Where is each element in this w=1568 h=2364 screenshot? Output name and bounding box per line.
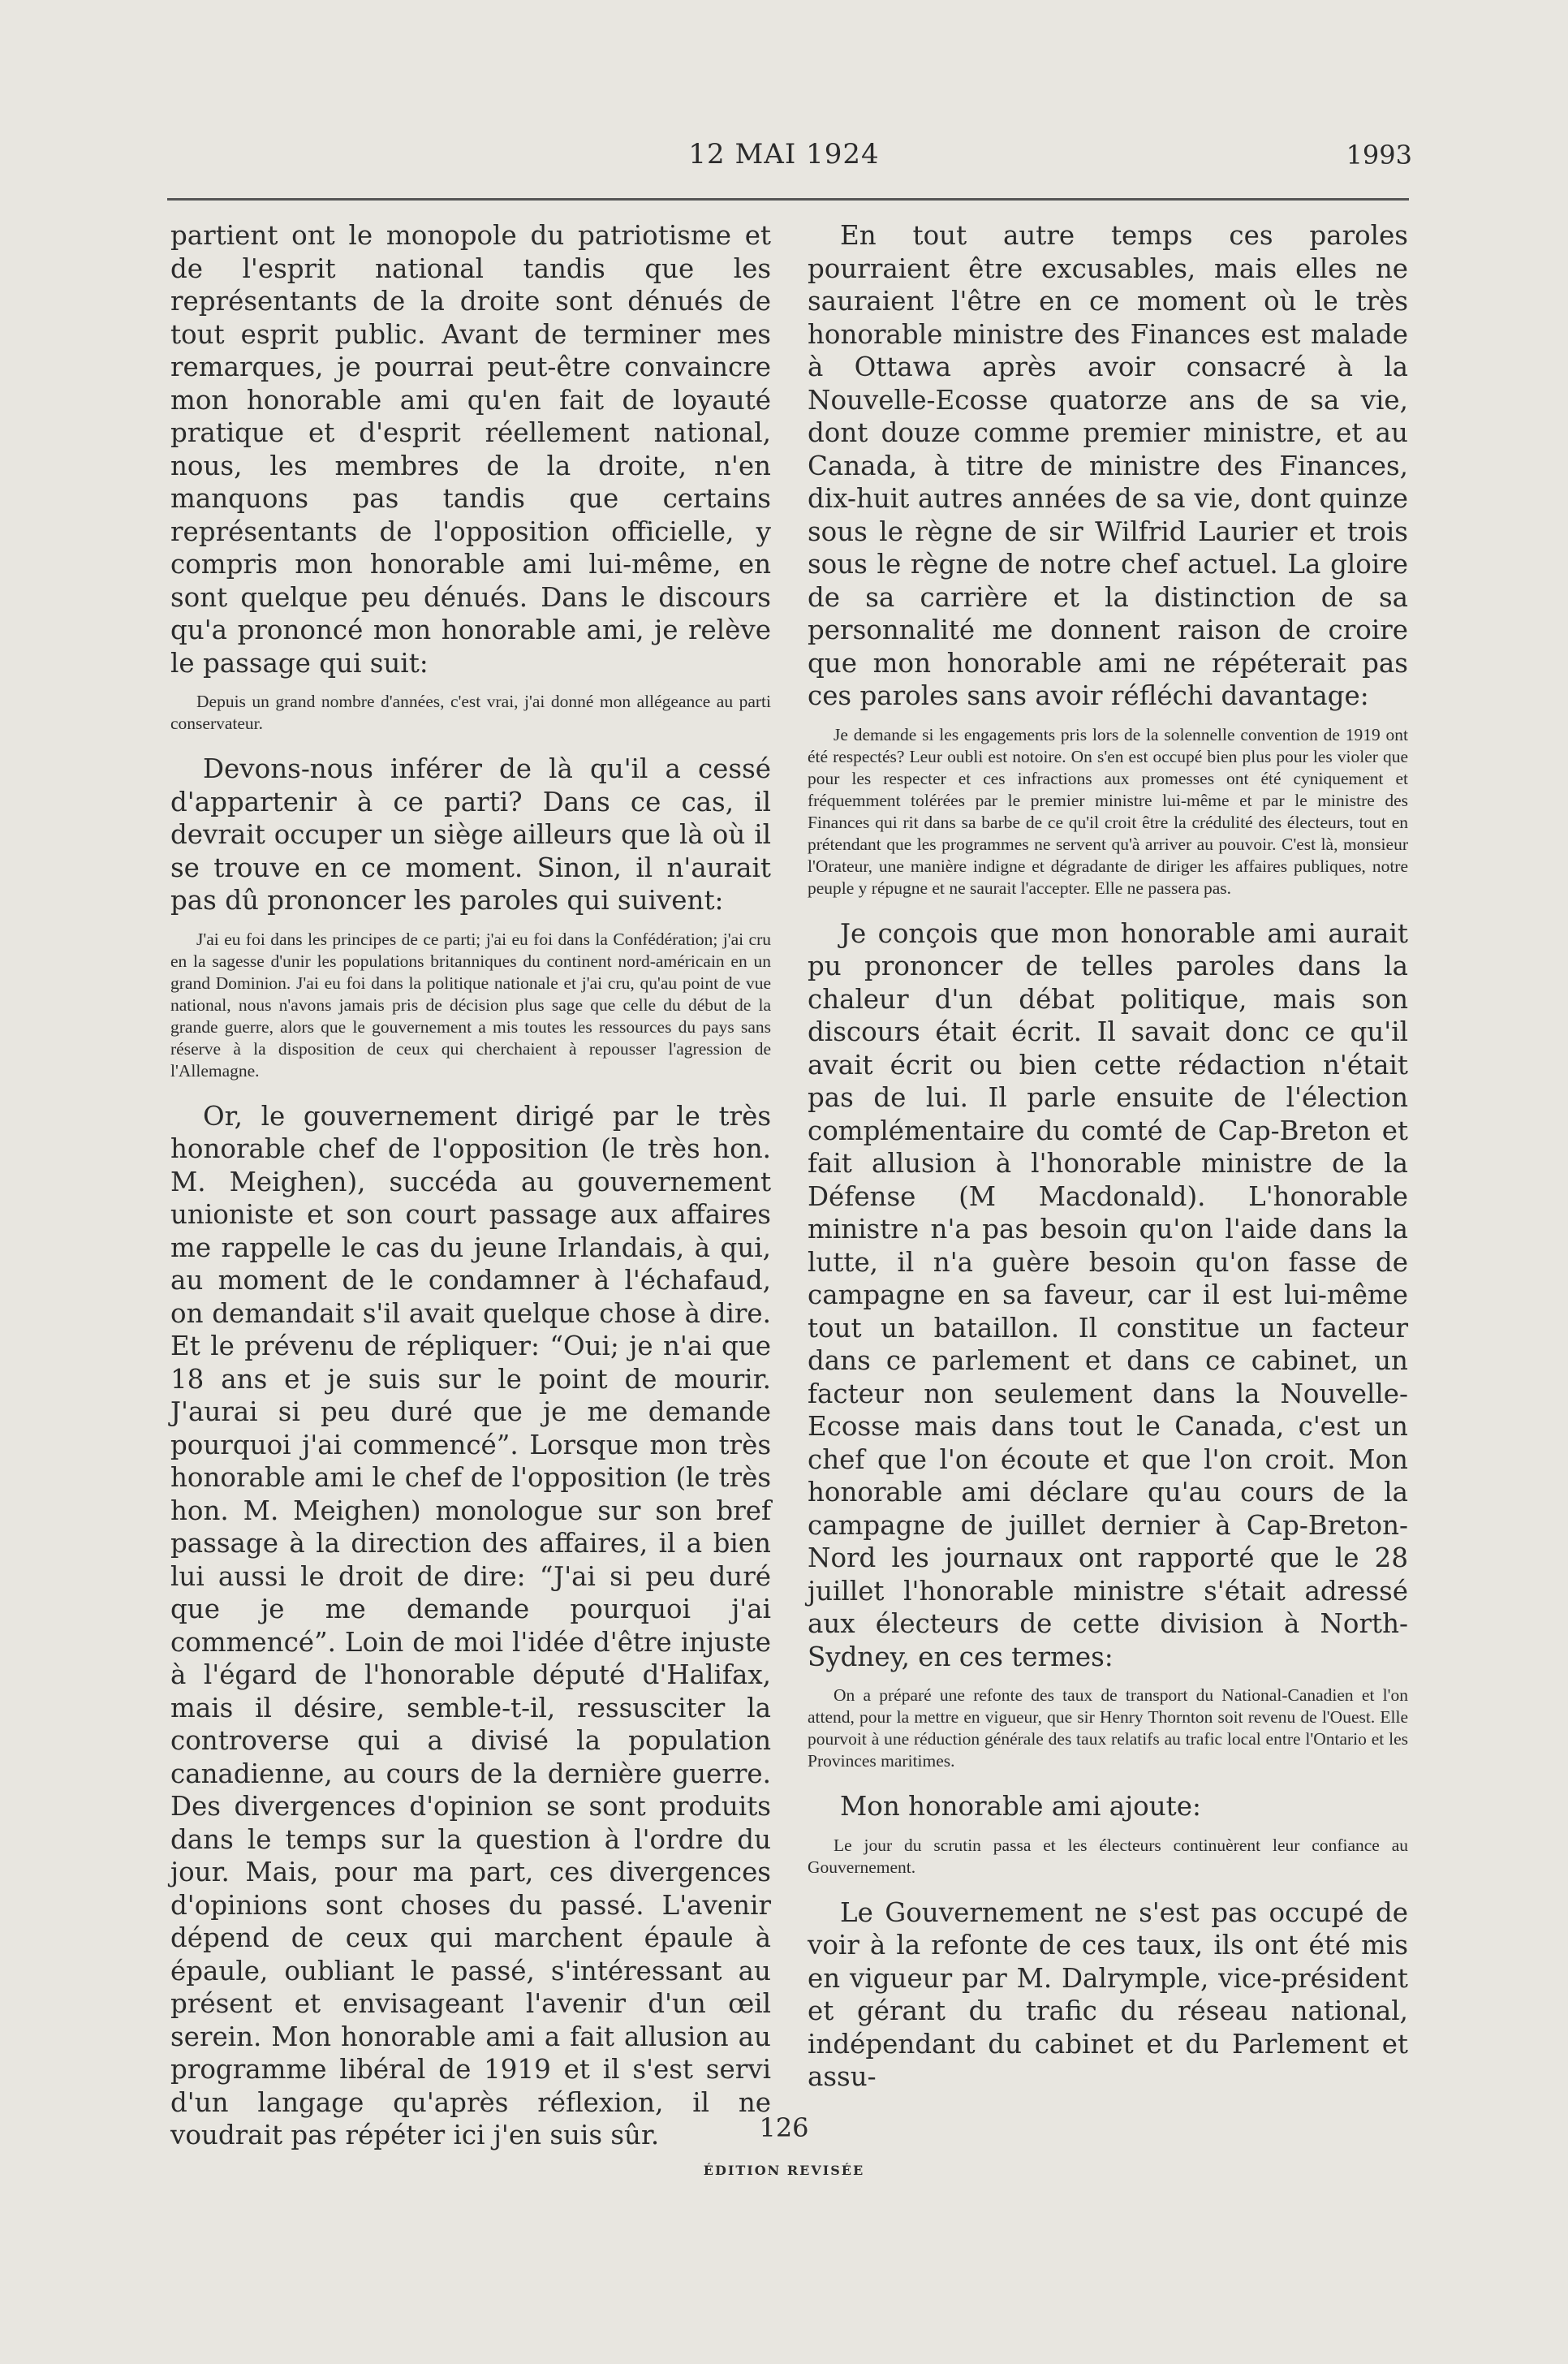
footer-number: 126 <box>759 2112 809 2143</box>
paragraph: En tout autre temps ces paroles pourraient être excusables, mais elles ne sauraient l'être en ce moment où le très honorable ministre des Finances est malade à Ottawa après avoir consacré à la Nouvelle-Ecosse quatorze ans de sa vie, dont douze comme premier ministre, et au Canada, à titre de ministre des Finances, dix-huit autres années de sa vie, dont quinze sous le règne de sir Wilfrid Laurier et trois sous le règne de notre chef actuel. La gloire de sa carrière et la distinction de sa personnalité me donnent raison de croire que mon honorable ami ne répéterait pas ces paroles sans avoir réfléchi davantage: <box>808 220 1408 711</box>
quotation: J'ai eu foi dans les principes de ce parti; j'ai eu foi dans la Confédération; j'ai cru en la sagesse d'unir les populations britanniques du continent nord-américain en un grand Dominion. J'ai eu foi dans la politique nationale et j'ai cru, qu'au point de vue national, nous n'avons jamais pris de décision plus sage que celle du début de la grande guerre, alors que le gouvernement a mis toutes les ressources du pays sans réserve à la disposition de ceux qui cherchaient à repousser l'agression de l'Allemagne. <box>170 929 771 1081</box>
paragraph: Mon honorable ami ajoute: <box>840 1791 1201 1822</box>
edition-label: ÉDITION REVISÉE <box>703 2163 865 2178</box>
paragraph: partient ont le monopole du patriotisme et de l'esprit national tandis que les représentants de la droite sont dénués de tout esprit public. Avant de terminer mes remarques, je pourrai peut-être convaincre mon honorable ami qu'en fait de loyauté pratique et d'esprit réellement national, nous, les membres de la droite, n'en manquons pas tandis que certains représentants de l'opposition officielle, y compris mon honorable ami lui-même, en sont quelque peu dénués. Dans le discours qu'a prononcé mon honorable ami, je relève le passage qui suit: <box>170 220 771 679</box>
paragraph: Devons-nous inférer de là qu'il a cessé d'appartenir à ce parti? Dans ce cas, il devrait occuper un siège ailleurs que là où il se trouve en ce moment. Sinon, il n'aurait pas dû prononcer les paroles qui suivent: <box>170 753 771 916</box>
header-divider <box>167 198 1409 201</box>
paragraph: Le Gouvernement ne s'est pas occupé de voir à la refonte de ces taux, ils ont été mis en vigueur par M. Dalrymple, vice-président et gérant du trafic du réseau national, indépendant du cabinet et du Parlement et assu- <box>808 1896 1408 2092</box>
page-date: 12 MAI 1924 <box>688 138 880 170</box>
quotation: On a préparé une refonte des taux de transport du National-Canadien et l'on attend, pour la mettre en vigueur, que sir Henry Thornton soit revenu de l'Ouest. Elle pourvoit à une réduction générale des taux relatifs au trafic local entre l'Ontario et les Provinces maritimes. <box>808 1685 1408 1771</box>
page-number: 1993 <box>1346 140 1412 170</box>
left-column <box>170 219 771 2152</box>
quotation: Depuis un grand nombre d'années, c'est vrai, j'ai donné mon allégeance au parti conservateur. <box>170 692 771 733</box>
right-column <box>808 219 1408 2094</box>
quotation: Le jour du scrutin passa et les électeurs continuèrent leur confiance au Gouvernement. <box>808 1835 1408 1877</box>
quotation: Je demande si les engagements pris lors de la solennelle convention de 1919 ont été respectés? Leur oubli est notoire. On s'en est occupé bien plus pour les violer que pour les respecter et ces infractions aux promesses ont été cyniquement et fréquemment tolérées par le premier ministre lui-même et par le ministre des Finances qui rit dans sa barbe de ce qu'il croit être la crédulité des électeurs, tout en prétendant que les programmes ne servent qu'à arriver au pouvoir. C'est là, monsieur l'Orateur, une manière indigne et dégradante de diriger les affaires publiques, notre peuple y répugne et ne saurait l'accepter. Elle ne passera pas. <box>808 724 1408 898</box>
paragraph: Je conçois que mon honorable ami aurait pu prononcer de telles paroles dans la chaleur d'un débat politique, mais son discours était écrit. Il savait donc ce qu'il avait écrit ou bien cette rédaction n'était pas de lui. Il parle ensuite de l'élection complémentaire du comté de Cap-Breton et fait allusion à l'honorable ministre de la Défense (M Macdonald). L'honorable ministre n'a pas besoin qu'on l'aide dans la lutte, il n'a guère besoin qu'on fasse de campagne en sa faveur, car il est lui-même tout un bataillon. Il constitue un facteur dans ce parlement et dans ce cabinet, un facteur non seulement dans la Nouvelle-Ecosse mais dans tout le Canada, c'est un chef que l'on écoute et que l'on croit. Mon honorable ami déclare qu'au cours de la campagne de juillet dernier à Cap-Breton-Nord les journaux ont rapporté que le 28 juillet l'honorable ministre s'était adressé aux électeurs de cette division à North-Sydney, en ces termes: <box>808 917 1408 1672</box>
paragraph: Or, le gouvernement dirigé par le très honorable chef de l'opposition (le très hon. M. Meighen), succéda au gouvernement unioniste et son court passage aux affaires me rappelle le cas du jeune Irlandais, à qui, au moment de le condamner à l'échafaud, on demandait s'il avait quelque chose à dire. Et le prévenu de répliquer: “Oui; je n'ai que 18 ans et je suis sur le point de mourir. J'aurai si peu duré que je me demande pourquoi j'ai commencé”. Lorsque mon très honorable ami le chef de l'opposition (le très hon. M. Meighen) monologue sur son bref passage à la direction des affaires, il a bien lui aussi le droit de dire: “J'ai si peu duré que je me demande pourquoi j'ai commencé”. Loin de moi l'idée d'être injuste à l'égard de l'honorable député d'Halifax, mais il désire, semble-t-il, ressusciter la controverse qui a divisé la population canadienne, au cours de la dernière guerre. Des divergences d'opinion se sont produits dans le temps sur la question à l'ordre du jour. Mais, pour ma part, ces divergences d'opinions sont choses du passé. L'avenir dépend de ceux qui marchent épaule à épaule, oubliant le passé, s'intéressant au présent et envisageant l'avenir d'un œil serein. Mon honorable ami a fait allusion au programme libéral de 1919 et il s'est servi d'un langage qu'après réflexion, il ne voudrait pas répéter ici j'en suis sûr. <box>170 1100 771 2150</box>
